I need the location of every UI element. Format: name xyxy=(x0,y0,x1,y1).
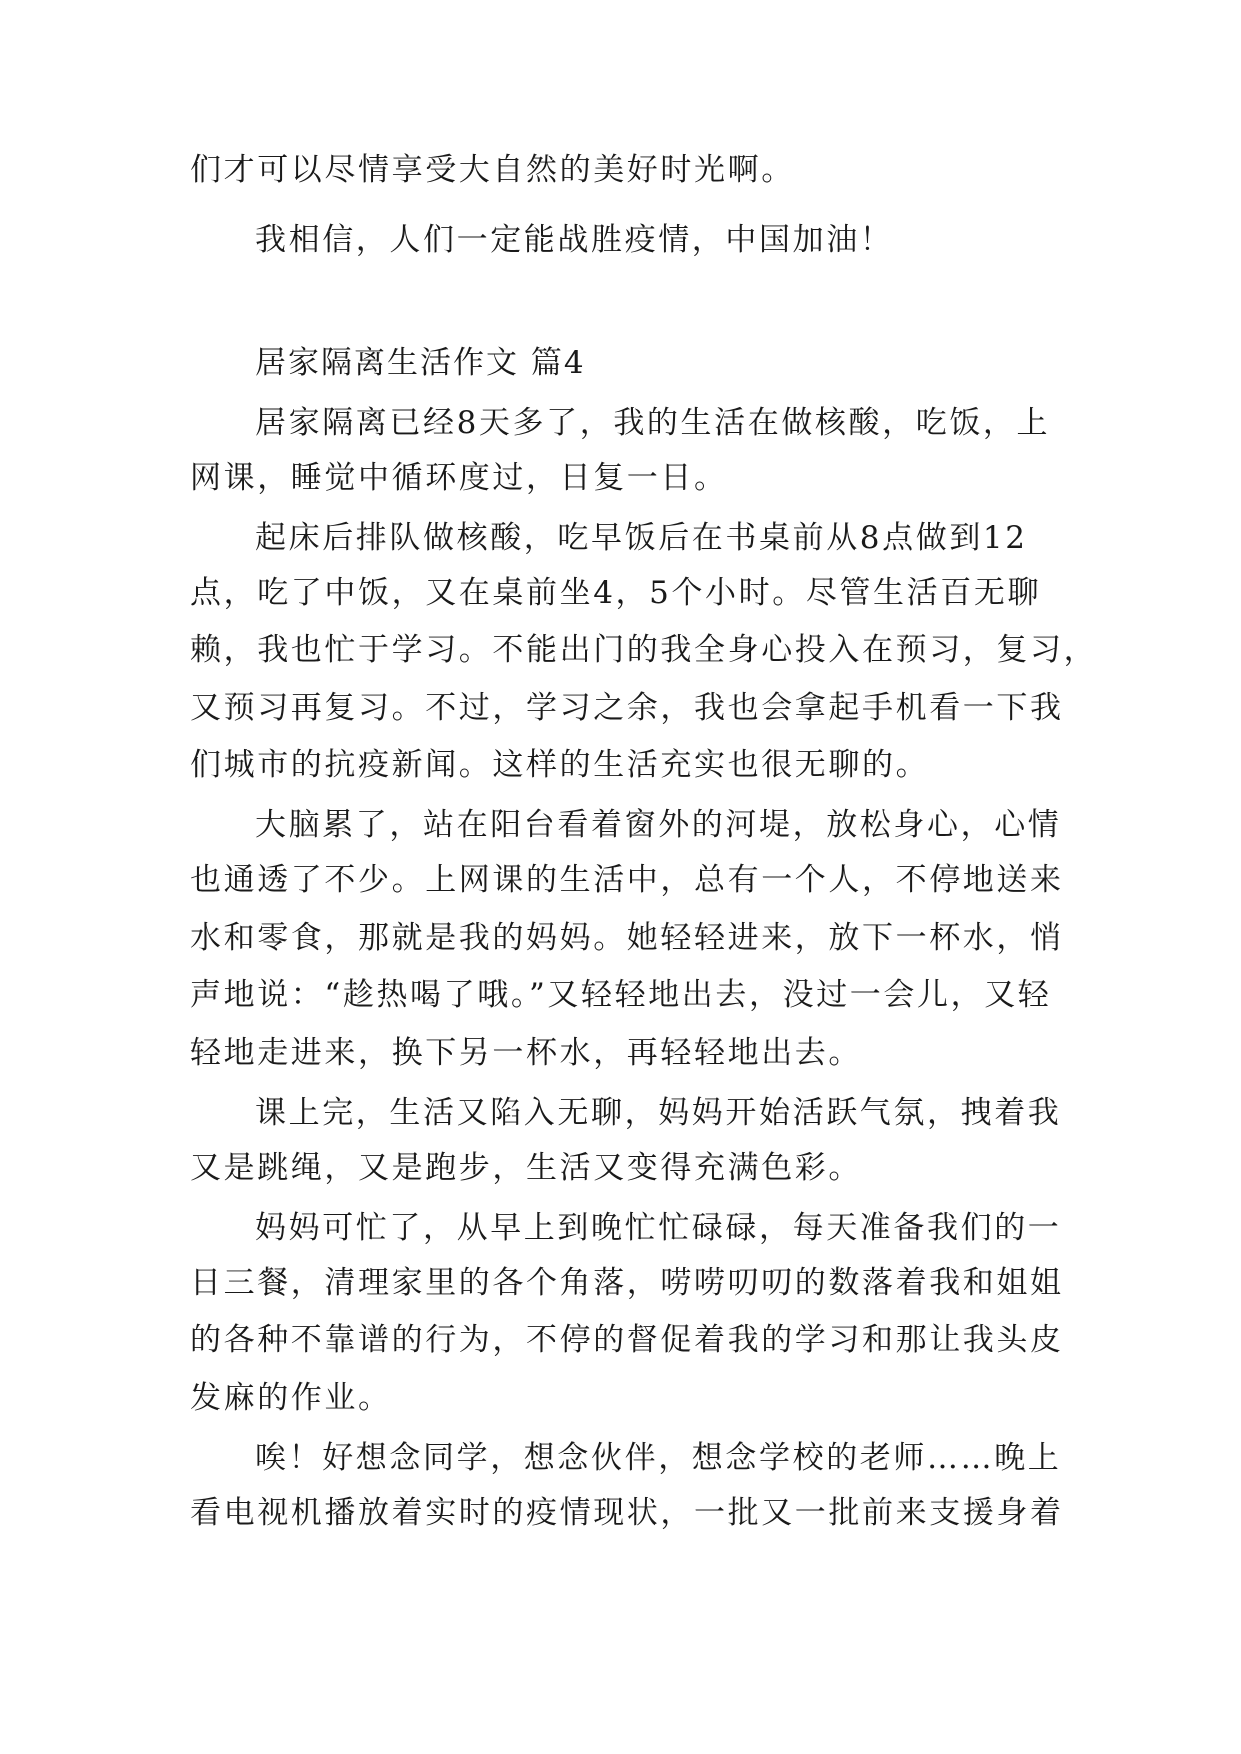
text-line: 赖，我也忙于学习。不能出门的我全身心投入在预习，复习， xyxy=(190,632,1098,668)
text-line: 网课，睡觉中循环度过，日复一日。 xyxy=(190,460,728,496)
text-line: 看电视机播放着实时的疫情现状，一批又一批前来支援身着 xyxy=(190,1495,1064,1531)
text-line: 我相信，人们一定能战胜疫情，中国加油！ xyxy=(255,222,894,258)
text-line: 声地说：“趁热喝了哦。”又轻轻地出去，没过一会儿，又轻 xyxy=(190,977,1052,1013)
text-line: 课上完，生活又陷入无聊，妈妈开始活跃气氛，拽着我 xyxy=(255,1095,1062,1131)
text-line: 水和零食，那就是我的妈妈。她轻轻进来，放下一杯水，悄 xyxy=(190,920,1064,956)
text-line: 唉！好想念同学，想念伙伴，想念学校的老师……晚上 xyxy=(255,1440,1062,1476)
text-line: 的各种不靠谱的行为，不停的督促着我的学习和那让我头皮 xyxy=(190,1322,1064,1358)
text-line: 们城市的抗疫新闻。这样的生活充实也很无聊的。 xyxy=(190,747,930,783)
text-line: 们才可以尽情享受大自然的美好时光啊。 xyxy=(190,152,795,188)
text-line: 点，吃了中饭，又在桌前坐4，5个小时。尽管生活百无聊 xyxy=(190,575,1042,611)
text-line: 居家隔离已经8天多了，我的生活在做核酸，吃饭，上 xyxy=(255,405,1051,441)
text-line: 起床后排队做核酸，吃早饭后在书桌前从8点做到12 xyxy=(255,520,1028,556)
text-line: 轻地走进来，换下另一杯水，再轻轻地出去。 xyxy=(190,1035,862,1071)
text-line: 发麻的作业。 xyxy=(190,1380,392,1416)
text-line: 妈妈可忙了，从早上到晚忙忙碌碌，每天准备我们的一 xyxy=(255,1210,1062,1246)
text-line: 日三餐，清理家里的各个角落，唠唠叨叨的数落着我和姐姐 xyxy=(190,1265,1064,1301)
text-line: 又是跳绳，又是跑步，生活又变得充满色彩。 xyxy=(190,1150,862,1186)
text-line: 大脑累了，站在阳台看着窗外的河堤，放松身心，心情 xyxy=(255,807,1062,843)
text-line: 又预习再复习。不过，学习之余，我也会拿起手机看一下我 xyxy=(190,690,1064,726)
section-heading: 居家隔离生活作文 篇4 xyxy=(255,345,586,381)
text-line: 也通透了不少。上网课的生活中，总有一个人，不停地送来 xyxy=(190,862,1064,898)
